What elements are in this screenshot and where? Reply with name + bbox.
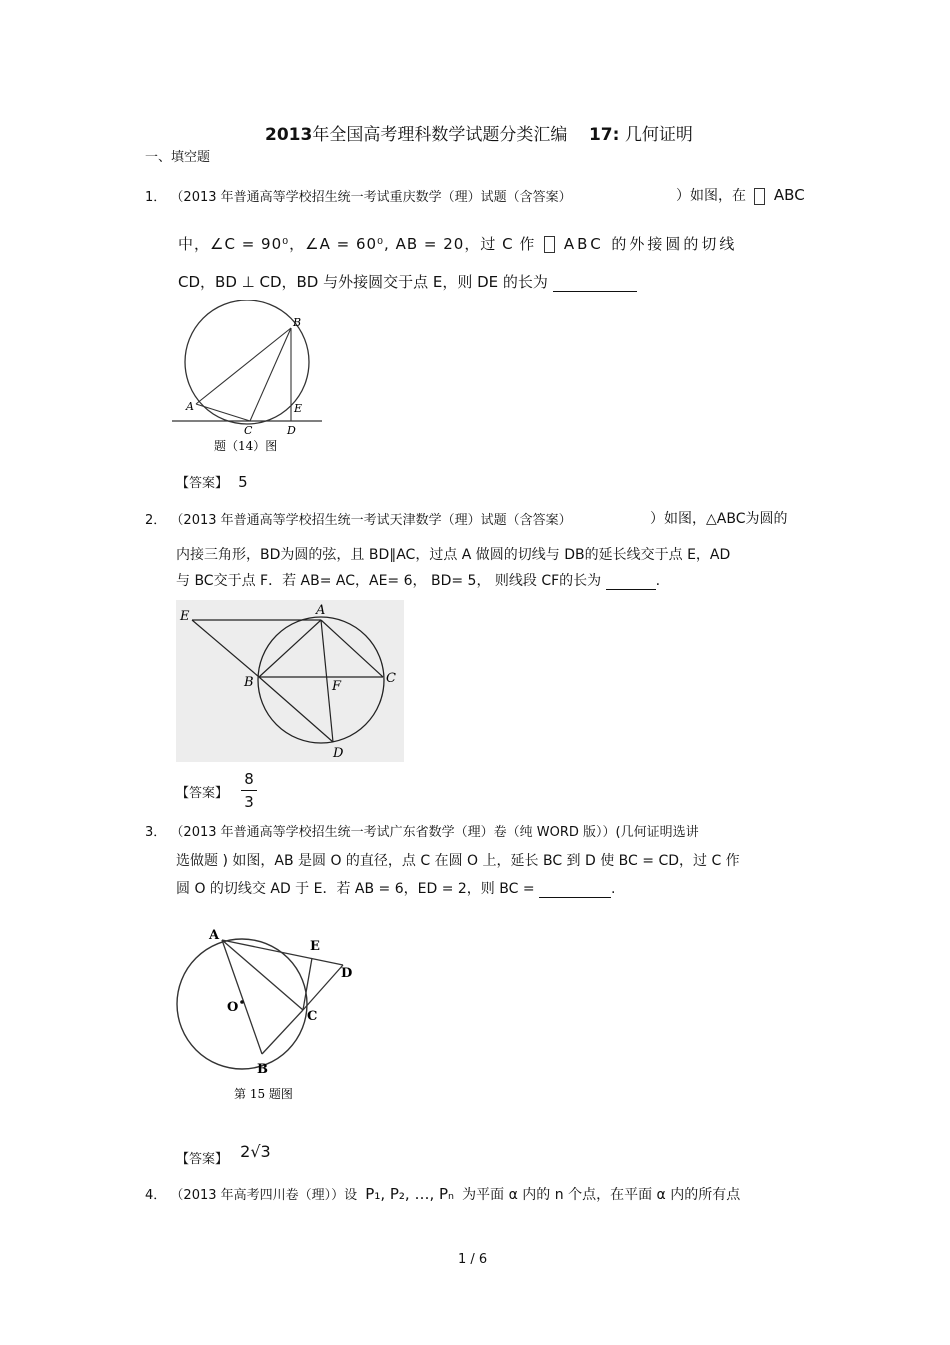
fraction-denominator: 3 [244,793,254,811]
q2-lead: ）如图，△ABC为圆的 [650,511,788,527]
label-e: E [180,609,190,624]
segment-bc [262,1010,303,1054]
answer-value: 2√3 [240,1142,271,1161]
q1-figure-caption: 题（14）图 [214,439,278,453]
label-o: O [227,1000,239,1015]
q4-points: P₁, P₂, …, Pₙ [365,1185,455,1203]
q1-line3-text: CD，BD ⊥ CD，BD 与外接圆交于点 E，则 DE 的长为 [178,273,548,291]
q1-source: （2013 年普通高等学校招生统一考试重庆数学（理）试题（含答案） [170,190,572,205]
q1-circle [185,300,309,424]
label-d: D [341,966,353,981]
label-c: C [307,1009,318,1024]
q1-line2 [178,233,737,254]
answer-blank [539,884,611,898]
q1-lead-text: ）如图，在 [676,188,746,204]
q2-figure-background [176,600,404,762]
q2-number: 2． [145,513,167,528]
title-topic: 几何证明 [624,125,693,145]
q1-answer [176,472,248,491]
q2-answer-label: 【答案】 [176,786,229,801]
q3-line3-text: 圆 O 的切线交 AD 于 E．若 AB = 6，ED = 2，则 BC = [176,881,535,897]
q1-triangle-label: ABC [773,186,805,204]
segment-ad [222,940,343,965]
label-a: A [316,603,326,618]
q3-circle [177,939,307,1069]
label-b: B [257,1062,268,1077]
answer-value: 5 [238,473,248,491]
label-d: D [333,746,344,761]
q2-line2: 内接三角形，BD为圆的弦，且 BD∥AC，过点 A 做圆的切线与 DB的延长线交于点 E，AD [176,547,731,563]
q3-source: （2013 年普通高等学校招生统一考试广东省数学（理）卷（纯 WORD 版））(几何证明选讲 [170,825,699,840]
q1-line2b-text: ABC 的外接圆的切线 [563,235,738,253]
q3-figure [170,922,370,1104]
triangle-symbol [754,188,765,205]
label-e: E [310,939,320,954]
q3-number: 3． [145,825,167,840]
label-a: A [209,928,220,943]
label-b: B [293,316,302,329]
fraction-bar [241,790,257,791]
q4-rest: 为平面 α 内的 n 个点，在平面 α 内的所有点 [462,1187,741,1203]
q4-source: （2013 年高考四川卷（理））设 [170,1188,358,1203]
label-e: E [294,402,303,415]
q2-line3: 与 BC交于点 F．若 AB= AC，AE= 6， BD= 5， 则线段 CF的长为 . [176,573,661,589]
label-f: F [332,679,342,694]
segment-bc [250,328,291,421]
q2-header [145,509,572,528]
label-d: D [287,424,296,437]
q2-answer-fraction [241,770,257,811]
answer-blank [606,576,656,590]
title-year: 2013 [265,125,313,145]
q2-line3-text: 与 BC交于点 F．若 AB= AC，AE= 6， BD= 5， 则线段 CF的长为 [176,573,602,589]
section-heading: 一、填空题 [145,150,211,165]
q1-header [145,186,572,205]
label-c: C [244,424,253,437]
page-number: 1 / 6 [458,1252,488,1267]
triangle-symbol [544,236,555,253]
title-num: 17: [588,125,620,145]
segment-ab [196,328,291,404]
q1-line3 [178,271,637,292]
page-title [265,120,693,145]
answer-label: 【答案】 [176,476,229,491]
label-a: A [186,400,194,413]
q1-figure [172,300,324,458]
title-main: 年全国高考理科数学试题分类汇编 [312,125,568,145]
q3-line2: 选做题 ) 如图，AB 是圆 O 的直径，点 C 在圆 O 上，延长 BC 到 D 使 BC = CD，过 C 作 [176,853,740,869]
answer-blank [553,277,637,292]
label-b: B [244,675,254,690]
center-point [240,1000,244,1004]
q4-line [145,1184,740,1204]
q1-number: 1． [145,190,167,205]
q3-line3: 圆 O 的切线交 AD 于 E．若 AB = 6，ED = 2，则 BC = . [176,881,616,897]
q1-lead [676,185,805,205]
q2-source: （2013 年普通高等学校招生统一考试天津数学（理）试题（含答案） [170,513,572,528]
q1-line2-text: 中，∠C = 90⁰，∠A = 60⁰, AB = 20，过 C 作 [178,235,536,253]
answer-label: 【答案】 [176,1152,229,1167]
q3-figure-caption: 第 15 题图 [234,1087,293,1101]
q4-number: 4． [145,1188,167,1203]
label-c: C [386,671,396,686]
segment-ac [196,404,250,421]
q2-figure [176,600,404,762]
q3-header [145,821,699,840]
q3-answer [176,1142,271,1167]
fraction-numerator: 8 [244,770,254,788]
